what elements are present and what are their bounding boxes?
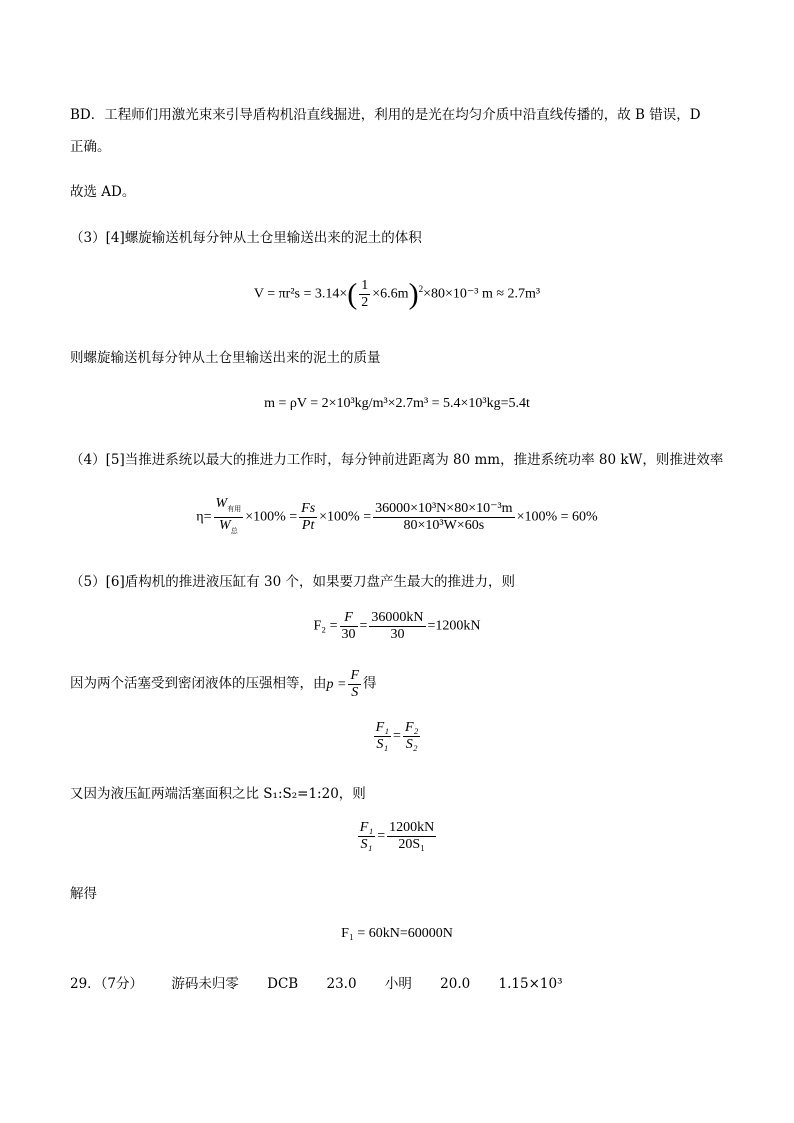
paragraph-select: 故选 AD。 — [70, 184, 136, 200]
paragraph-q4: （4）[5]当推进系统以最大的推进力工作时，每分钟前进距离为 80 mm，推进系统功率 80 kW，则推进效率 — [70, 452, 724, 468]
paragraph-q5: （5）[6]盾构机的推进液压缸有 30 个，如果要刀盘产生最大的推进力，则 — [70, 574, 515, 590]
equation-area: $\frac{\text{F₁}}{\text{S₁}}$ = $\frac{1200kN}{\text{20S₁}}$ — [359, 820, 435, 852]
paragraph-bd-line1: BD．工程师们用激光束来引导盾构机沿直线掘进，利用的是光在均匀介质中沿直线传播的，故 B 错误，D — [70, 107, 701, 123]
paragraph-pressure: 因为两个活塞受到密闭液体的压强相等，由p = $\frac{F}{S}$ 得 — [70, 668, 377, 700]
answer-4: 小明 — [384, 976, 412, 992]
paragraph-solve: 解得 — [70, 886, 97, 902]
paragraph-q3: （3）[4]螺旋输送机每分钟从土仓里输送出来的泥土的体积 — [70, 230, 422, 246]
answer-3: 23.0 — [326, 976, 357, 992]
equation-f2: F₂ = $\frac{F}{30}$ = $\frac{36000kN}{30}$ =1200kN — [313, 610, 481, 642]
paragraph-mass: 则螺旋输送机每分钟从土仓里输送出来的泥土的质量 — [70, 350, 381, 366]
equation-f1: F₁ = 60kN=60000N — [341, 926, 453, 941]
equation-volume: V = πr²s = 3.14×( $\frac{1}{2}$ ×6.6m)$^2$×80×10⁻³ m ≈ 2.7m³ — [253, 277, 541, 311]
answer-1: 游码未归零 — [171, 976, 239, 992]
question-29-answer — [70, 972, 562, 992]
answer-2: DCB — [267, 976, 299, 992]
equation-ratio: $\frac{\text{F₁}}{\text{S₁}}$ = $\frac{\text{F₂}}{\text{S₂}}$ — [375, 720, 419, 752]
paragraph-area-ratio: 又因为液压缸两端活塞面积之比 S₁:S₂=1:20，则 — [70, 786, 366, 802]
question-number: 29．（7分） — [70, 976, 144, 992]
answer-5: 20.0 — [440, 976, 471, 992]
equation-efficiency: η= $\frac{W_{有用}}{W_总}$ ×100% = $\frac{Fs}{Pt}$ ×100% = $\frac{\text{36000×10³N×80×10⁻³m}}{\text{80×10³W×60s}}$ ×100% = 60% — [196, 496, 598, 535]
equation-mass: m = ρV = 2×10³kg/m³×2.7m³ = 5.4×10³kg=5.4t — [264, 396, 530, 411]
paragraph-bd-line2: 正确。 — [70, 139, 111, 155]
answer-6: 1.15×10³ — [498, 976, 563, 992]
